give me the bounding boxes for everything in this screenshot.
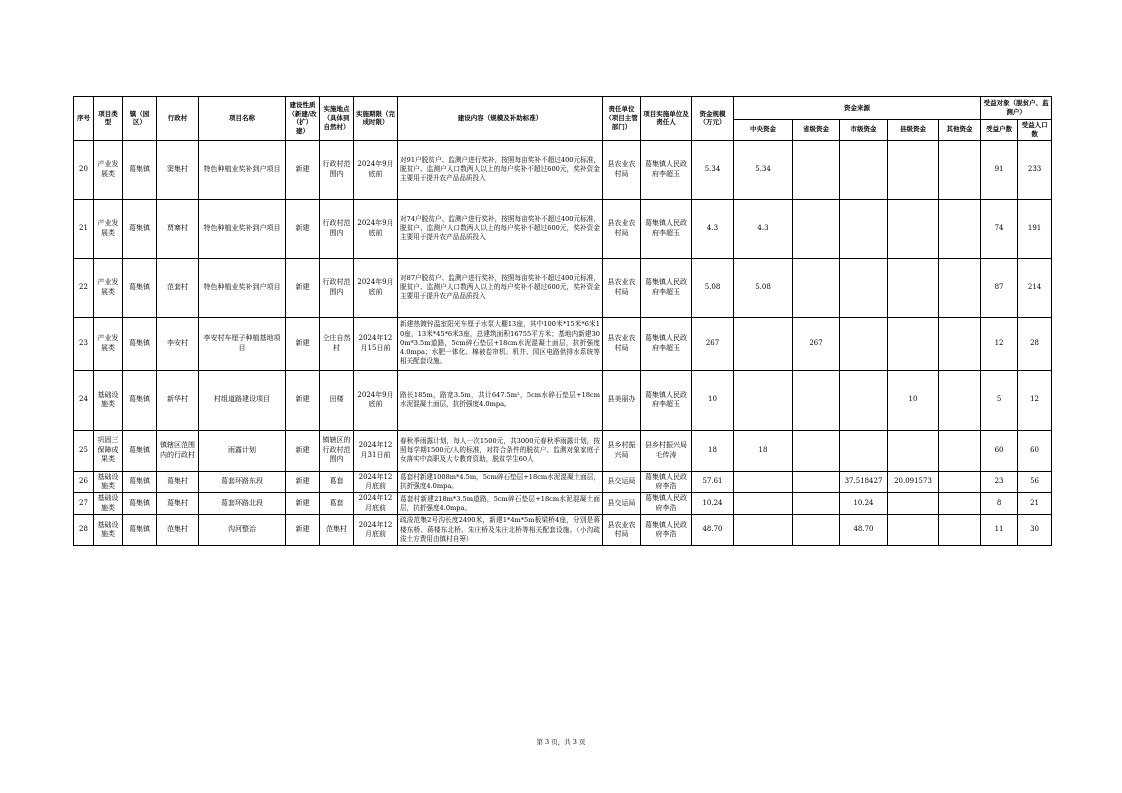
cell-province — [793, 140, 840, 199]
cell-people: 56 — [1018, 471, 1052, 493]
header-period: 实施期限（完成时限） — [354, 97, 398, 141]
cell-content: 葛套村新建1008m*4.5m，5cm碎石垫层+18cm水泥混凝土面层，抗折强度4.0mpa。 — [398, 471, 603, 493]
cell-people: 233 — [1018, 140, 1052, 199]
cell-nature: 新建 — [286, 471, 320, 493]
cell-central: 5.08 — [734, 258, 793, 317]
cell-people: 30 — [1018, 515, 1052, 546]
table-row — [74, 317, 1052, 370]
table-row — [74, 140, 1052, 199]
cell-households: 91 — [981, 140, 1018, 199]
header-funds: 资金来源 — [734, 97, 981, 120]
table-row — [74, 199, 1052, 258]
cell-location: 田楼 — [320, 370, 354, 430]
cell-type: 产业发展类 — [94, 317, 123, 370]
cell-county — [888, 140, 939, 199]
header-fund-province: 省级资金 — [793, 120, 840, 141]
cell-town: 葛集镇 — [123, 493, 157, 515]
cell-dept: 县交运局 — [603, 493, 641, 515]
cell-village: 范集村 — [157, 515, 199, 546]
cell-people: 12 — [1018, 370, 1052, 430]
cell-period: 2024年9月底前 — [354, 199, 398, 258]
header-benef-households: 受益户数 — [981, 120, 1018, 141]
header-dept: 责任单位（项目主管部门） — [603, 97, 641, 141]
cell-city: 10.24 — [840, 493, 888, 515]
cell-people: 60 — [1018, 430, 1052, 471]
cell-period: 2024年12月15日前 — [354, 317, 398, 370]
cell-town: 葛集镇 — [123, 471, 157, 493]
cell-province — [793, 430, 840, 471]
cell-households: 11 — [981, 515, 1018, 546]
cell-impl: 县乡村振兴局毛传涛 — [641, 430, 692, 471]
cell-period: 2024年12月底前 — [354, 515, 398, 546]
cell-period: 2024年12月31日前 — [354, 430, 398, 471]
cell-type: 产业发展类 — [94, 140, 123, 199]
cell-county — [888, 493, 939, 515]
cell-province — [793, 515, 840, 546]
table-row — [74, 471, 1052, 493]
cell-nature: 新建 — [286, 370, 320, 430]
cell-seq: 22 — [74, 258, 94, 317]
cell-village: 范套村 — [157, 258, 199, 317]
cell-period: 2024年9月底前 — [354, 370, 398, 430]
cell-scale: 5.08 — [692, 258, 734, 317]
cell-central: 5.34 — [734, 140, 793, 199]
cell-central — [734, 471, 793, 493]
cell-village: 贾寨村 — [157, 199, 199, 258]
cell-province — [793, 370, 840, 430]
cell-town: 葛集镇 — [123, 140, 157, 199]
cell-type: 巩固三保障成果类 — [94, 430, 123, 471]
header-impl: 项目实施单位及责任人 — [641, 97, 692, 141]
cell-central: 18 — [734, 430, 793, 471]
cell-people: 28 — [1018, 317, 1052, 370]
cell-location: 行政村范围内 — [320, 199, 354, 258]
cell-city: 48.70 — [840, 515, 888, 546]
cell-town: 葛集镇 — [123, 199, 157, 258]
cell-content: 对91户脱贫户、监测户进行奖补，按照每亩奖补不超过400元标准，脱贫户、监测户人口数两人以上的每户奖补不超过600元，奖补资金主要用于提升农产品品质投入 — [398, 140, 603, 199]
cell-name: 特色种植业奖补到户项目 — [199, 140, 286, 199]
header-location: 实施地点（具体到自然村） — [320, 97, 354, 141]
cell-scale: 18 — [692, 430, 734, 471]
cell-village: 葛集村 — [157, 471, 199, 493]
cell-type: 基础设施类 — [94, 471, 123, 493]
cell-period: 2024年9月底前 — [354, 140, 398, 199]
cell-province — [793, 258, 840, 317]
header-village: 行政村 — [157, 97, 199, 141]
cell-village: 窦集村 — [157, 140, 199, 199]
cell-nature: 新建 — [286, 199, 320, 258]
cell-type: 基础设施类 — [94, 370, 123, 430]
header-benef-people: 受益人口数 — [1018, 120, 1052, 141]
header-name: 项目名称 — [199, 97, 286, 141]
cell-central — [734, 370, 793, 430]
cell-people: 21 — [1018, 493, 1052, 515]
cell-location: 仝庄自然村 — [320, 317, 354, 370]
cell-seq: 21 — [74, 199, 94, 258]
cell-content: 葛套村新建218m*3.5m道路，5cm碎石垫层+18cm水泥混凝土面层，抗折强度4.0mpa。 — [398, 493, 603, 515]
header-fund-central: 中央资金 — [734, 120, 793, 141]
cell-scale: 5.34 — [692, 140, 734, 199]
cell-period: 2024年12月底前 — [354, 471, 398, 493]
cell-town: 葛集镇 — [123, 258, 157, 317]
cell-impl: 葛集镇人民政府李超玉 — [641, 370, 692, 430]
cell-seq: 23 — [74, 317, 94, 370]
cell-city — [840, 370, 888, 430]
table-row — [74, 258, 1052, 317]
cell-households: 8 — [981, 493, 1018, 515]
header-fund-county: 县级资金 — [888, 120, 939, 141]
cell-type: 产业发展类 — [94, 199, 123, 258]
cell-city — [840, 199, 888, 258]
cell-county — [888, 199, 939, 258]
cell-county — [888, 430, 939, 471]
header-scale: 资金规模（万元） — [692, 97, 734, 141]
cell-county — [888, 258, 939, 317]
cell-nature: 新建 — [286, 515, 320, 546]
cell-seq: 24 — [74, 370, 94, 430]
cell-town: 葛集镇 — [123, 370, 157, 430]
cell-impl: 葛集镇人民政府李超玉 — [641, 199, 692, 258]
cell-households: 60 — [981, 430, 1018, 471]
table-row — [74, 515, 1052, 546]
cell-location: 行政村范围内 — [320, 258, 354, 317]
cell-period: 2024年9月底前 — [354, 258, 398, 317]
cell-impl: 葛集镇人民政府李超玉 — [641, 317, 692, 370]
header-content: 建设内容（规模及补助标准） — [398, 97, 603, 141]
cell-other — [939, 370, 981, 430]
cell-type: 产业发展类 — [94, 258, 123, 317]
cell-other — [939, 471, 981, 493]
cell-impl: 葛集镇人民政府李超玉 — [641, 258, 692, 317]
cell-type: 基础设施类 — [94, 515, 123, 546]
cell-other — [939, 199, 981, 258]
cell-province — [793, 199, 840, 258]
table-row — [74, 430, 1052, 471]
cell-city — [840, 430, 888, 471]
cell-other — [939, 140, 981, 199]
cell-province — [793, 471, 840, 493]
cell-people: 214 — [1018, 258, 1052, 317]
cell-other — [939, 317, 981, 370]
cell-impl: 葛集镇人民政府李浩 — [641, 471, 692, 493]
cell-content: 疏浚范集2号沟长度2490米，新建1*4m*5m板梁桥4座，分别是蒋楼东桥、蒋楼东北桥、朱庄桥及朱庄北桥等相关配套设施。（小沟疏浚土方费用由镇村自筹） — [398, 515, 603, 546]
cell-other — [939, 493, 981, 515]
header-type: 项目类型 — [94, 97, 123, 141]
cell-dept: 县农业农村局 — [603, 140, 641, 199]
cell-households: 87 — [981, 258, 1018, 317]
cell-name: 沟河整治 — [199, 515, 286, 546]
cell-central — [734, 317, 793, 370]
cell-scale: 48.70 — [692, 515, 734, 546]
cell-name: 葛套环路东段 — [199, 471, 286, 493]
cell-nature: 新建 — [286, 317, 320, 370]
cell-seq: 27 — [74, 493, 94, 515]
cell-central — [734, 515, 793, 546]
cell-scale: 10.24 — [692, 493, 734, 515]
cell-people: 191 — [1018, 199, 1052, 258]
cell-dept: 县农业农村局 — [603, 199, 641, 258]
cell-dept: 县农业农村局 — [603, 515, 641, 546]
table-row — [74, 370, 1052, 430]
cell-nature: 新建 — [286, 493, 320, 515]
page-footer: 第 3 页，共 3 页 — [536, 738, 586, 746]
header-fund-other: 其他资金 — [939, 120, 981, 141]
cell-city — [840, 140, 888, 199]
cell-province — [793, 493, 840, 515]
cell-households: 5 — [981, 370, 1018, 430]
cell-nature: 新建 — [286, 430, 320, 471]
cell-central — [734, 493, 793, 515]
cell-type: 基础设施类 — [94, 493, 123, 515]
cell-name: 村组道路建设项目 — [199, 370, 286, 430]
cell-town: 葛集镇 — [123, 430, 157, 471]
cell-dept: 县交运局 — [603, 471, 641, 493]
cell-location: 葛套 — [320, 471, 354, 493]
cell-other — [939, 430, 981, 471]
cell-dept: 县乡村振兴局 — [603, 430, 641, 471]
cell-scale: 267 — [692, 317, 734, 370]
cell-city — [840, 317, 888, 370]
table-row — [74, 493, 1052, 515]
cell-name: 特色种植业奖补到户项目 — [199, 199, 286, 258]
cell-town: 葛集镇 — [123, 317, 157, 370]
cell-impl: 葛集镇人民政府李浩 — [641, 493, 692, 515]
cell-city: 37.518427 — [840, 471, 888, 493]
cell-dept: 县美丽办 — [603, 370, 641, 430]
cell-town: 葛集镇 — [123, 515, 157, 546]
cell-name: 葛套环路北段 — [199, 493, 286, 515]
cell-name: 特色种植业奖补到户项目 — [199, 258, 286, 317]
cell-village: 镇辖区范围内的行政村 — [157, 430, 199, 471]
cell-village: 葛集村 — [157, 493, 199, 515]
cell-county: 10 — [888, 370, 939, 430]
cell-seq: 25 — [74, 430, 94, 471]
cell-name: 雨露计划 — [199, 430, 286, 471]
cell-seq: 26 — [74, 471, 94, 493]
project-table — [73, 96, 1052, 546]
cell-content: 对74户脱贫户、监测户进行奖补，按照每亩奖补不超过400元标准，脱贫户、监测户人口数两人以上的每户奖补不超过600元，奖补资金主要用于提升农产品品质投入 — [398, 199, 603, 258]
cell-content: 对87户脱贫户、监测户进行奖补，按照每亩奖补不超过400元标准，脱贫户、监测户人口数两人以上的每户奖补不超过600元，奖补资金主要用于提升农产品品质投入 — [398, 258, 603, 317]
cell-scale: 10 — [692, 370, 734, 430]
cell-county — [888, 317, 939, 370]
cell-other — [939, 515, 981, 546]
cell-scale: 57.61 — [692, 471, 734, 493]
header-town: 镇（园区） — [123, 97, 157, 141]
cell-central: 4.3 — [734, 199, 793, 258]
cell-seq: 20 — [74, 140, 94, 199]
cell-village: 新华村 — [157, 370, 199, 430]
cell-impl: 葛集镇人民政府李浩 — [641, 515, 692, 546]
cell-nature: 新建 — [286, 140, 320, 199]
cell-scale: 4.3 — [692, 199, 734, 258]
header-fund-city: 市级资金 — [840, 120, 888, 141]
cell-county: 20.091573 — [888, 471, 939, 493]
cell-period: 2024年12月底前 — [354, 493, 398, 515]
cell-dept: 县农业农村局 — [603, 317, 641, 370]
cell-location: 行政村范围内 — [320, 140, 354, 199]
header-beneficiaries: 受益对象（脱贫户、监测户） — [981, 97, 1052, 120]
cell-other — [939, 258, 981, 317]
cell-content: 新建热镀锌温室阳光车厘子水泵大棚13座，其中100米*15米*6米10座，13米*45*6米3座，总建筑面积16755平方米；基地内新建300m*3.5m道路，5cm碎石垫层+18cm水泥混凝土面层，抗折强度4.0mpa；水肥一体化、棉被卷帘机、机井、园区电路供排水系统等相关配套设施。 — [398, 317, 603, 370]
cell-households: 74 — [981, 199, 1018, 258]
cell-province: 267 — [793, 317, 840, 370]
cell-seq: 28 — [74, 515, 94, 546]
cell-location: 葛套 — [320, 493, 354, 515]
header-nature: 建设性质（新建/改（扩）建） — [286, 97, 320, 141]
cell-households: 23 — [981, 471, 1018, 493]
header-seq: 序号 — [74, 97, 94, 141]
cell-content: 春秋季雨露计划，每人一次1500元，共3000元春秋季雨露计划，按照每学期1500元/人的标准，对符合条件的脱贫户、监测对象家庭子女落实中高职及大专教育资助，脱贫学生60人 — [398, 430, 603, 471]
cell-households: 12 — [981, 317, 1018, 370]
cell-village: 李安村 — [157, 317, 199, 370]
cell-impl: 葛集镇人民政府李超玉 — [641, 140, 692, 199]
cell-nature: 新建 — [286, 258, 320, 317]
cell-city — [840, 258, 888, 317]
cell-name: 李安村车厘子种植基地项目 — [199, 317, 286, 370]
cell-location: 范集村 — [320, 515, 354, 546]
cell-dept: 县农业农村局 — [603, 258, 641, 317]
cell-content: 路长185m，路宽3.5m，共计647.5m²，5cm水碎石垫层+18cm水泥混凝土面层，抗折强度4.0mpa。 — [398, 370, 603, 430]
cell-county — [888, 515, 939, 546]
cell-location: 镇辖区的行政村范围内 — [320, 430, 354, 471]
